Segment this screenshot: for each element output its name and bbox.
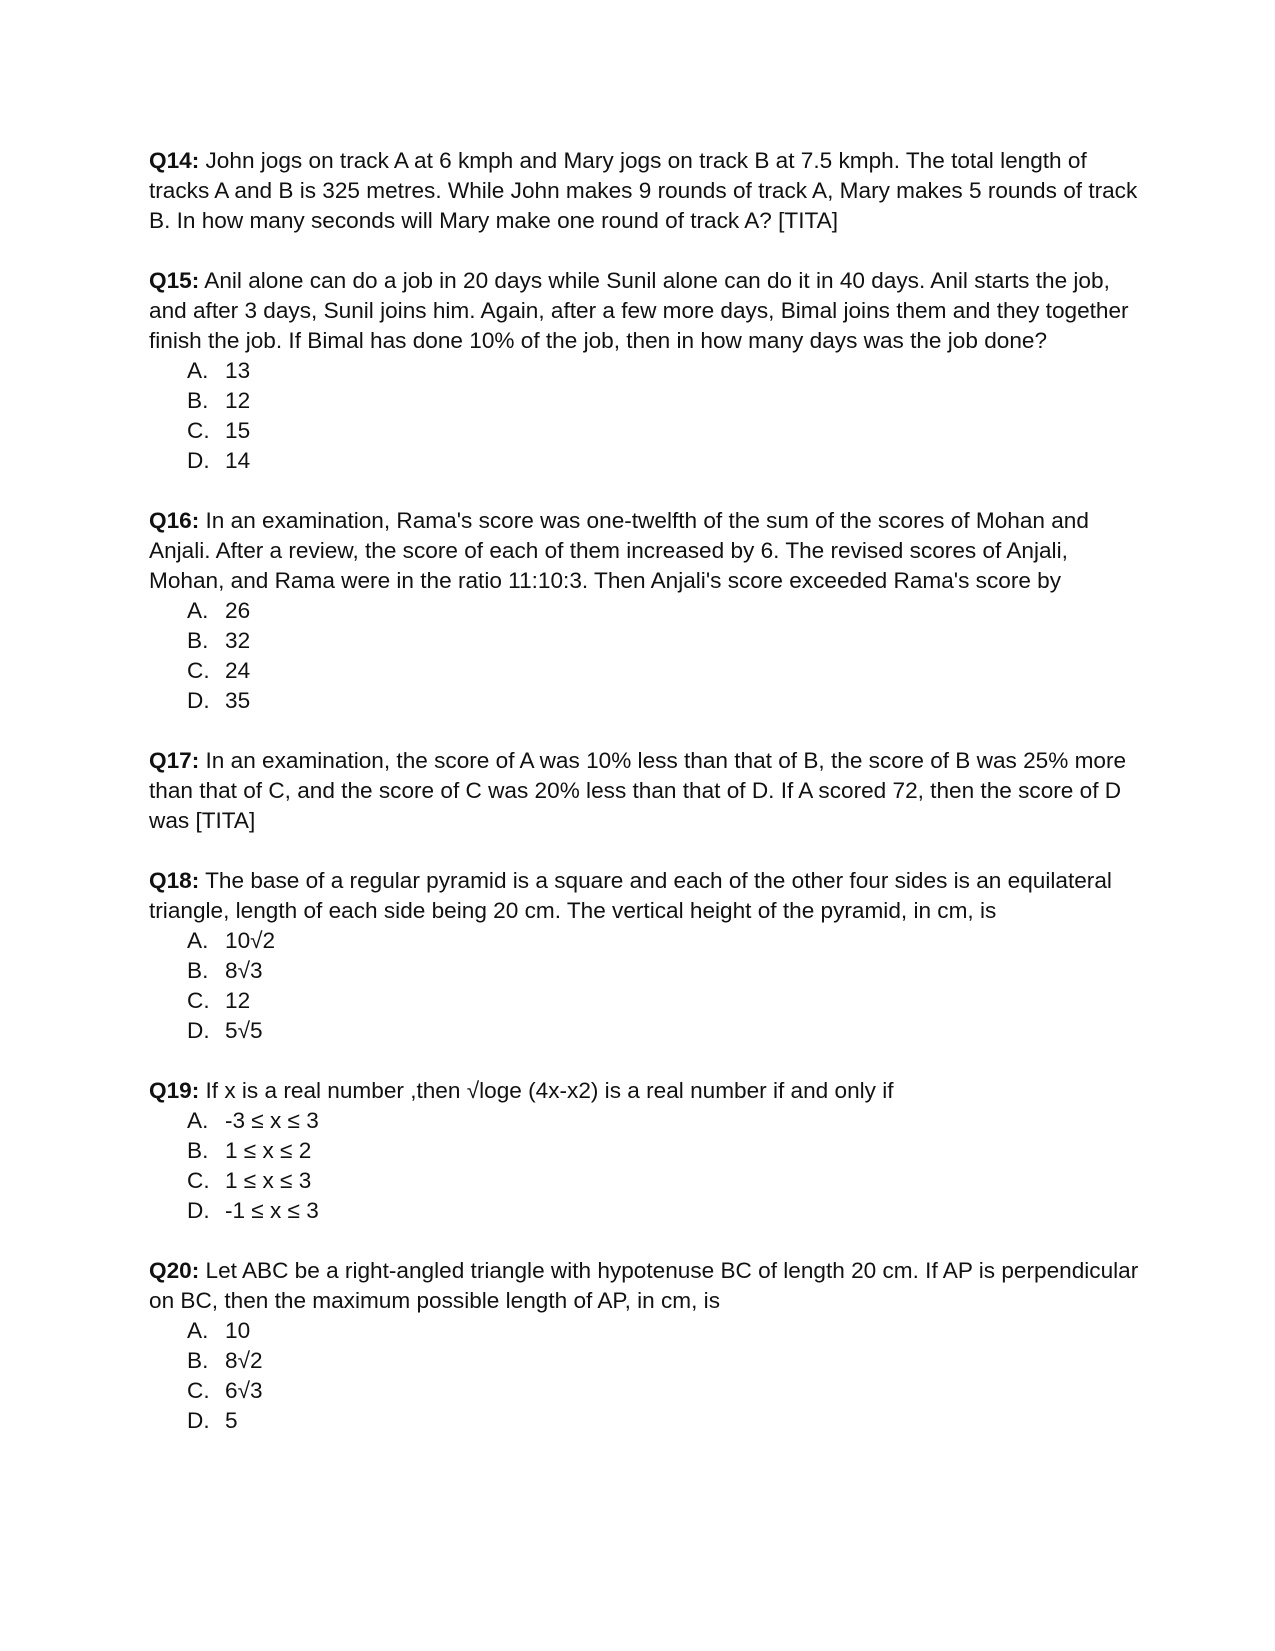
option-text: 14 — [225, 448, 251, 473]
option-letter: B. — [187, 1348, 209, 1373]
option-letter: A. — [187, 1108, 209, 1133]
question-sheet — [149, 146, 1149, 1466]
option-text: 13 — [225, 358, 251, 383]
question-text — [149, 746, 1149, 836]
question-body: Anil alone can do a job in 20 days while Sunil alone can do it in 40 days. Anil starts the job, and after 3 days, Sunil joins him. Again, after a few more days, Bimal joins them and they together finish the job. If Bimal has done 10% of the job, then in how many days was the job done? — [149, 268, 1129, 353]
option-text: 10 — [225, 1318, 251, 1343]
question-label: Q20: — [149, 1258, 200, 1283]
option-a[interactable] — [149, 1316, 1149, 1346]
question-text — [149, 1256, 1149, 1316]
question-body: The base of a regular pyramid is a square and each of the other four sides is an equilateral triangle, length of each side being 20 cm. The vertical height of the pyramid, in cm, is — [149, 868, 1112, 923]
question-text — [149, 266, 1149, 356]
option-c[interactable] — [149, 656, 1149, 686]
option-letter: B. — [187, 958, 209, 983]
option-letter: C. — [187, 1168, 210, 1193]
option-text: 35 — [225, 688, 251, 713]
option-d[interactable] — [149, 446, 1149, 476]
option-letter: A. — [187, 598, 209, 623]
question-text — [149, 866, 1149, 926]
option-text: 8√2 — [225, 1348, 263, 1373]
question-text — [149, 146, 1149, 236]
option-letter: D. — [187, 1198, 210, 1223]
question-label: Q18: — [149, 868, 200, 893]
question-body: Let ABC be a right-angled triangle with hypotenuse BC of length 20 cm. If AP is perpendicular on BC, then the maximum possible length of AP, in cm, is — [149, 1258, 1139, 1313]
question-19 — [149, 1076, 1149, 1226]
option-letter: B. — [187, 628, 209, 653]
option-b[interactable] — [149, 386, 1149, 416]
option-list — [149, 1316, 1149, 1436]
option-list — [149, 1106, 1149, 1226]
option-a[interactable] — [149, 1106, 1149, 1136]
option-b[interactable] — [149, 1136, 1149, 1166]
option-text: 6√3 — [225, 1378, 263, 1403]
option-letter: C. — [187, 988, 210, 1013]
option-text: 12 — [225, 388, 251, 413]
option-text: -3 ≤ x ≤ 3 — [225, 1108, 319, 1133]
option-b[interactable] — [149, 956, 1149, 986]
option-letter: D. — [187, 1018, 210, 1043]
question-label: Q17: — [149, 748, 200, 773]
option-list — [149, 356, 1149, 476]
option-letter: A. — [187, 1318, 209, 1343]
option-c[interactable] — [149, 416, 1149, 446]
option-letter: D. — [187, 688, 210, 713]
option-a[interactable] — [149, 356, 1149, 386]
question-text — [149, 1076, 1149, 1106]
question-body: In an examination, Rama's score was one-twelfth of the sum of the scores of Mohan and Anjali. After a review, the score of each of them increased by 6. The revised scores of Anjali, Mohan, and Rama were in the ratio 11:10:3. Then Anjali's score exceeded Rama's score by — [149, 508, 1089, 593]
option-letter: B. — [187, 388, 209, 413]
option-text: 26 — [225, 598, 251, 623]
question-16 — [149, 506, 1149, 716]
option-letter: C. — [187, 418, 210, 443]
question-15 — [149, 266, 1149, 476]
option-b[interactable] — [149, 1346, 1149, 1376]
option-letter: D. — [187, 1408, 210, 1433]
option-letter: D. — [187, 448, 210, 473]
question-label: Q15: — [149, 268, 200, 293]
question-label: Q19: — [149, 1078, 200, 1103]
question-17 — [149, 746, 1149, 836]
option-letter: A. — [187, 928, 209, 953]
option-a[interactable] — [149, 926, 1149, 956]
option-c[interactable] — [149, 1376, 1149, 1406]
option-text: -1 ≤ x ≤ 3 — [225, 1198, 319, 1223]
option-text: 10√2 — [225, 928, 276, 953]
option-letter: C. — [187, 1378, 210, 1403]
option-text: 15 — [225, 418, 251, 443]
option-text: 24 — [225, 658, 251, 683]
option-d[interactable] — [149, 1016, 1149, 1046]
option-letter: A. — [187, 358, 209, 383]
question-body: John jogs on track A at 6 kmph and Mary jogs on track B at 7.5 kmph. The total length of tracks A and B is 325 metres. While John makes 9 rounds of track A, Mary makes 5 rounds of track B. In how many seconds will Mary make one round of track A? [TITA] — [149, 148, 1138, 233]
option-text: 8√3 — [225, 958, 263, 983]
question-20 — [149, 1256, 1149, 1436]
question-label: Q16: — [149, 508, 200, 533]
option-text: 32 — [225, 628, 251, 653]
option-text: 5√5 — [225, 1018, 263, 1043]
option-c[interactable] — [149, 986, 1149, 1016]
option-text: 1 ≤ x ≤ 2 — [225, 1138, 312, 1163]
option-text: 1 ≤ x ≤ 3 — [225, 1168, 312, 1193]
question-body: In an examination, the score of A was 10% less than that of B, the score of B was 25% more than that of C, and the score of C was 20% less than that of D. If A scored 72, then the score of D was [TITA] — [149, 748, 1127, 833]
question-14 — [149, 146, 1149, 236]
question-18 — [149, 866, 1149, 1046]
option-letter: B. — [187, 1138, 209, 1163]
option-text: 5 — [225, 1408, 238, 1433]
option-letter: C. — [187, 658, 210, 683]
option-list — [149, 596, 1149, 716]
option-c[interactable] — [149, 1166, 1149, 1196]
option-b[interactable] — [149, 626, 1149, 656]
question-label: Q14: — [149, 148, 200, 173]
option-d[interactable] — [149, 1196, 1149, 1226]
option-text: 12 — [225, 988, 251, 1013]
question-text — [149, 506, 1149, 596]
question-body: If x is a real number ,then √loge (4x-x2) is a real number if and only if — [199, 1078, 894, 1103]
option-list — [149, 926, 1149, 1046]
option-a[interactable] — [149, 596, 1149, 626]
option-d[interactable] — [149, 1406, 1149, 1436]
option-d[interactable] — [149, 686, 1149, 716]
